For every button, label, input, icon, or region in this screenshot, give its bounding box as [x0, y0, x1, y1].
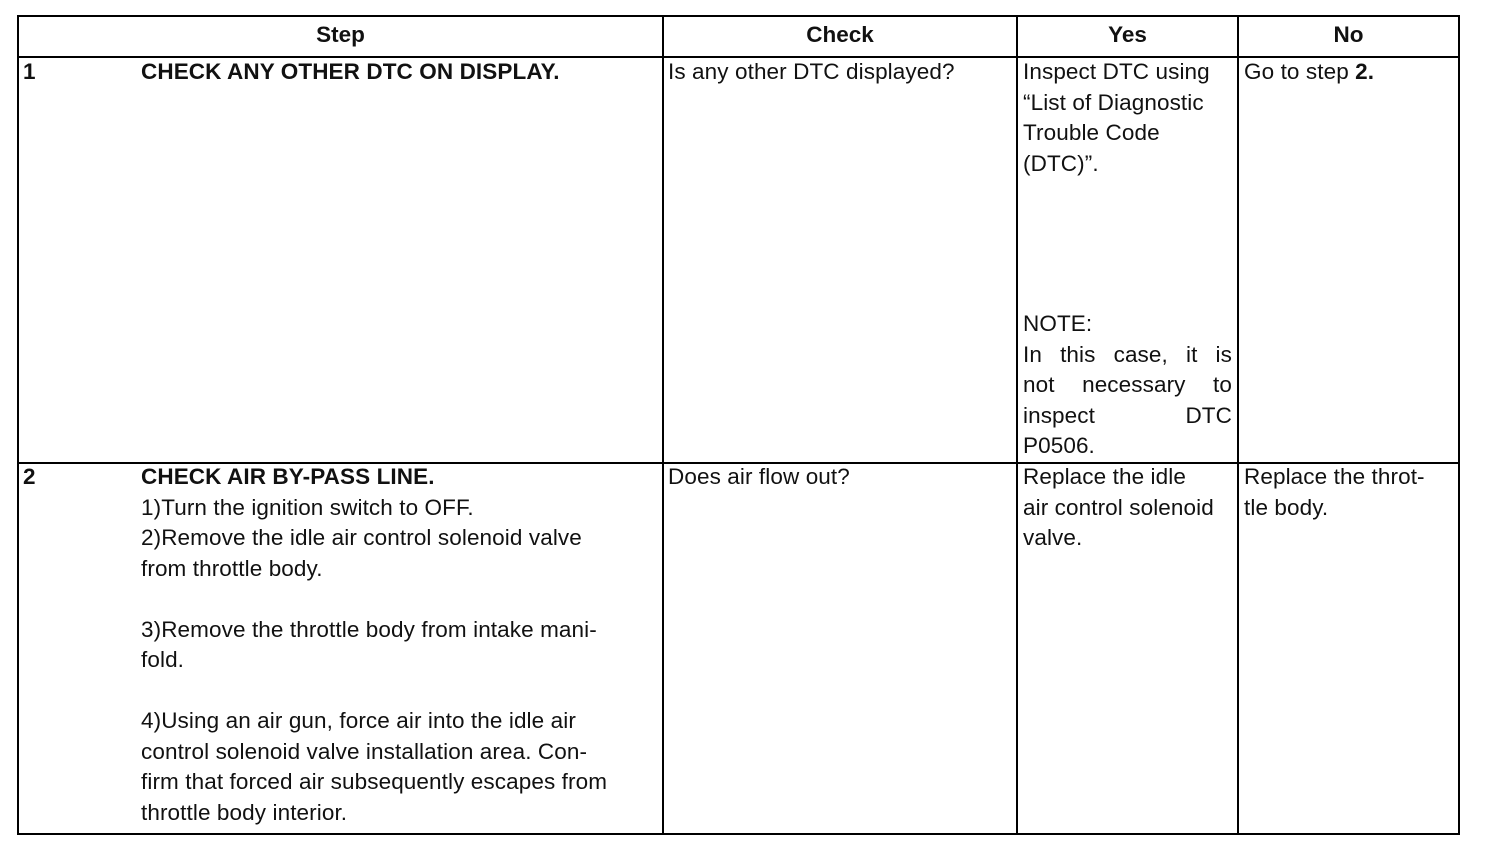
row-2-step-line: control solenoid valve installation area. Con- — [141, 738, 588, 764]
row-2-step-line: throttle body interior. — [141, 799, 348, 825]
row-2-step-line: fold. — [141, 647, 185, 672]
column-divider — [1016, 15, 1018, 835]
row-2-step-line: 2)Remove the idle air control solenoid valve — [141, 525, 582, 550]
row-2-yes-line: valve. — [1023, 525, 1083, 550]
note-label: NOTE: — [1023, 311, 1093, 336]
row-1-no-text: Go to step — [1244, 59, 1356, 84]
row-1-yes-line: Trouble Code — [1023, 120, 1160, 145]
note-line: P0506. — [1023, 433, 1095, 458]
row-2-check: Does air flow out? — [668, 464, 850, 489]
row-2-step-line: from throttle body. — [141, 555, 323, 581]
note-line: not necessary to — [1023, 372, 1232, 397]
row-2-yes-line: air control solenoid — [1023, 494, 1214, 520]
header-check: Check — [806, 22, 874, 47]
row-2-step-line: 1)Turn the ignition switch to OFF. — [141, 494, 474, 520]
header-no: No — [1333, 22, 1364, 47]
row-1-yes — [1023, 57, 1233, 179]
row-1-yes-line: “List of Diagnostic — [1023, 89, 1204, 115]
header-step: Step — [316, 22, 365, 47]
row-2-step-line: 3)Remove the throttle body from intake mani- — [141, 616, 597, 642]
row-2-step-line: firm that forced air subsequently escapes from — [141, 769, 608, 794]
row-1-yes-line: Inspect DTC using — [1023, 59, 1210, 84]
row-2-number: 2 — [23, 464, 36, 489]
row-2-yes — [1023, 462, 1214, 554]
paragraph-gap — [141, 676, 659, 707]
row-1-no — [1244, 57, 1374, 88]
column-divider — [662, 15, 664, 835]
row-1-no-step-ref: 2. — [1355, 59, 1375, 84]
row-1-yes-line: (DTC)”. — [1023, 150, 1099, 176]
row-2-no-line: Replace the throt- — [1244, 464, 1425, 489]
row-1-yes-note — [1023, 309, 1232, 462]
row-1-check: Is any other DTC displayed? — [668, 59, 955, 84]
row-1-number: 1 — [23, 59, 36, 84]
row-2-step-line: 4)Using an air gun, force air into the idle air — [141, 708, 576, 733]
row-2-no-line: tle body. — [1244, 494, 1329, 520]
row-2-no — [1244, 462, 1425, 523]
column-divider — [1237, 15, 1239, 835]
header-yes: Yes — [1108, 22, 1147, 47]
row-2-yes-line: Replace the idle — [1023, 464, 1186, 489]
note-line: inspect DTC — [1023, 402, 1232, 428]
note-line: In this case, it is — [1023, 341, 1232, 367]
row-2-step-title: CHECK AIR BY-PASS LINE. — [141, 464, 435, 489]
row-2-step — [141, 462, 659, 828]
paragraph-gap — [141, 584, 659, 615]
row-1-step-title: CHECK ANY OTHER DTC ON DISPLAY. — [141, 59, 560, 84]
